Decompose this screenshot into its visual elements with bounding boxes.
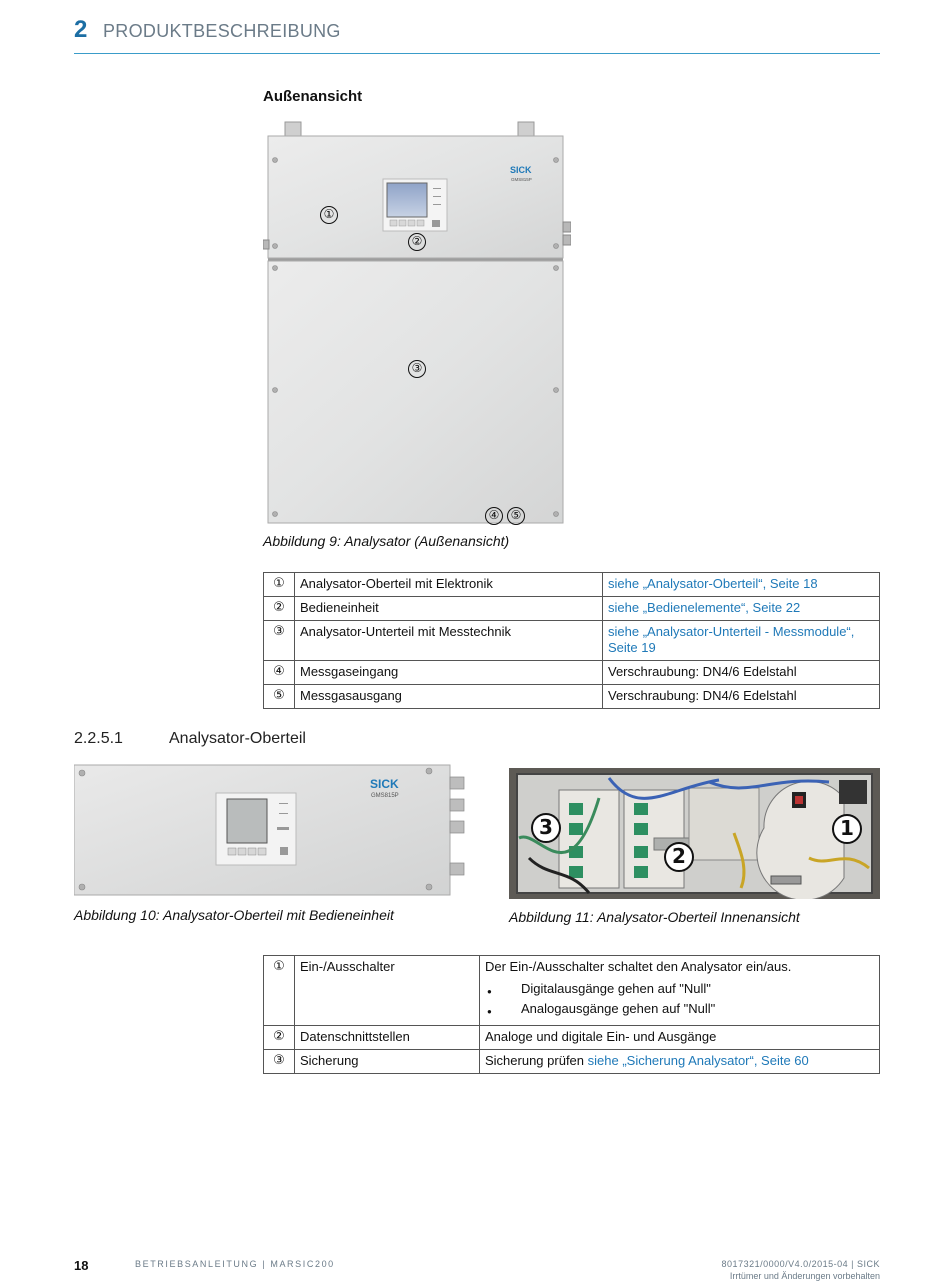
cross-reference-link[interactable]: siehe „Sicherung Analysator“, Seite 60 (587, 1053, 809, 1068)
sick-logo: SICK (370, 777, 399, 791)
inside-callout-3: 3 (531, 813, 561, 843)
table-row (264, 1050, 880, 1074)
callout-3: ③ (408, 360, 426, 378)
row-description-text: Der Ein-/Ausschalter schaltet den Analysator ein/aus. (485, 959, 792, 974)
inside-callout-1: 1 (832, 814, 862, 844)
cross-reference-link[interactable]: siehe „Analysator-Oberteil“, Seite 18 (603, 573, 880, 597)
figure10-caption: Abbildung 10: Analysator-Oberteil mit Bedieneinheit (74, 907, 394, 923)
document-reference: 8017321/0000/V4.0/2015-04 | SICK (721, 1259, 880, 1269)
row-label: Sicherung (295, 1050, 480, 1074)
table-row (264, 685, 880, 709)
row-description (480, 1050, 880, 1074)
link-line-2[interactable]: Seite 19 (608, 640, 656, 655)
bullet-list (485, 981, 874, 1017)
sick-logo: SICK (510, 165, 532, 175)
table-row (264, 661, 880, 685)
chapter-title: PRODUKTBESCHREIBUNG (103, 21, 341, 41)
row-description (480, 956, 880, 1026)
table-row (264, 621, 880, 661)
row-description: Analoge und digitale Ein- und Ausgänge (480, 1026, 880, 1050)
inside-callout-2: 2 (664, 842, 694, 872)
row-number: ② (264, 1026, 295, 1050)
row-number: ③ (264, 621, 295, 661)
cross-reference-link[interactable] (603, 621, 880, 661)
chapter-number: 2 (74, 16, 88, 43)
model-label: GMS815P (511, 177, 532, 182)
row-label: Ein-/Ausschalter (295, 956, 480, 1026)
figure11-caption: Abbildung 11: Analysator-Oberteil Innenansicht (509, 909, 800, 925)
row-number: ④ (264, 661, 295, 685)
row-description-text: Sicherung prüfen (485, 1053, 588, 1068)
row-label: Datenschnittstellen (295, 1026, 480, 1050)
row-number: ③ (264, 1050, 295, 1074)
legend-table-exterior (263, 572, 880, 709)
row-label: Bedieneinheit (295, 597, 603, 621)
table-row (264, 956, 880, 1026)
table-row (264, 597, 880, 621)
list-item: ● Analogausgänge gehen auf "Null" (485, 1001, 874, 1017)
disclaimer: Irrtümer und Änderungen vorbehalten (729, 1271, 880, 1281)
page-header (74, 14, 880, 54)
footer-reference (722, 1258, 880, 1282)
row-description: Verschraubung: DN4/6 Edelstahl (603, 661, 880, 685)
row-label: Messgasausgang (295, 685, 603, 709)
table-row (264, 1026, 880, 1050)
row-description: Verschraubung: DN4/6 Edelstahl (603, 685, 880, 709)
list-item: ● Digitalausgänge gehen auf "Null" (485, 981, 874, 997)
document-title: BETRIEBSANLEITUNG | MARSIC200 (135, 1259, 335, 1269)
row-label: Messgaseingang (295, 661, 603, 685)
subsection-title: Analysator-Oberteil (169, 730, 306, 747)
callout-5: ⑤ (507, 507, 525, 525)
callout-1: ① (320, 206, 338, 224)
table-row (264, 573, 880, 597)
legend-table-upper (263, 955, 880, 1074)
row-number: ⑤ (264, 685, 295, 709)
page-number: 18 (74, 1258, 89, 1273)
analyzer-inside-photo (509, 768, 880, 899)
callout-2: ② (408, 233, 426, 251)
row-label: Analysator-Oberteil mit Elektronik (295, 573, 603, 597)
callout-4: ④ (485, 507, 503, 525)
row-number: ② (264, 597, 295, 621)
section-heading: Außenansicht (263, 88, 363, 105)
link-line-1[interactable]: siehe „Analysator-Unterteil - Messmodule“, (608, 624, 855, 639)
row-number: ① (264, 956, 295, 1026)
cross-reference-link[interactable]: siehe „Bedienelemente“, Seite 22 (603, 597, 880, 621)
model-label: GMS815P (371, 793, 399, 799)
row-number: ① (264, 573, 295, 597)
figure9-caption: Abbildung 9: Analysator (Außenansicht) (263, 533, 510, 549)
row-label: Analysator-Unterteil mit Messtechnik (295, 621, 603, 661)
subsection-number: 2.2.5.1 (74, 730, 123, 747)
analyzer-upper-photo (74, 763, 466, 899)
analyzer-exterior-photo (263, 118, 571, 528)
